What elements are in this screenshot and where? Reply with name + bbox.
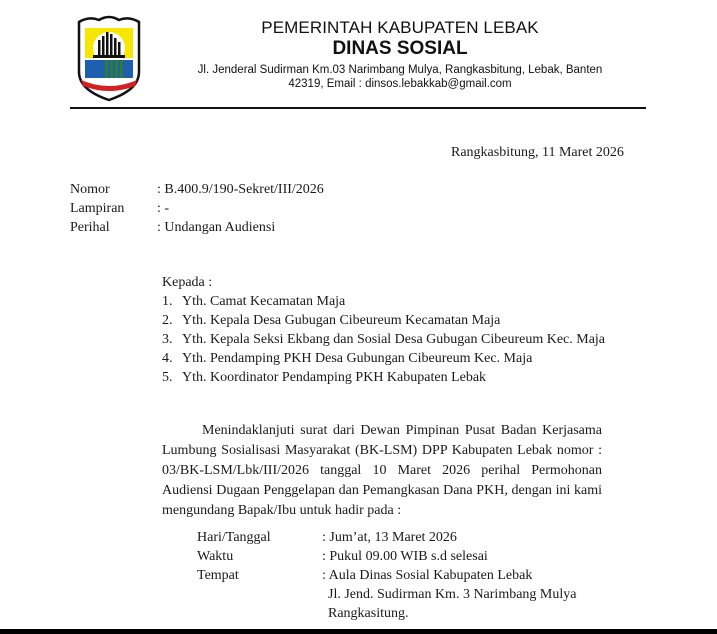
meta-row-perihal	[70, 218, 324, 237]
government-name: PEMERINTAH KABUPATEN LEBAK	[261, 18, 539, 37]
body-paragraph: Menindaklanjuti surat dari Dewan Pimpinan Pusat Badan Kerjasama Lumbung Sosialisasi Masyarakat (BK-LSM) DPP Kabupaten Lebak nomor : 03/BK-LSM/Lbk/III/2026 tanggal 10 Maret 2026 perihal Permohonan Audiensi Dugaan Penggelapan dan Pemangkasan Dana PKH, dengan ini kami mengundang Bapak/Ibu untuk hadir pada :	[162, 423, 602, 518]
item-number: 4.	[162, 351, 173, 366]
item-number: 5.	[162, 370, 173, 385]
list-item	[162, 311, 605, 330]
event-details	[197, 528, 576, 623]
item-text: Yth. Kepala Seksi Ekbang dan Sosial Desa Gubugan Cibeureum Kec. Maja	[182, 332, 606, 347]
detail-row-time	[197, 547, 576, 566]
detail-value: : Pukul 09.00 WIB s.d selesai	[322, 549, 488, 564]
lebak-regency-emblem-icon	[75, 14, 143, 102]
detail-label: Hari/Tanggal	[197, 530, 271, 545]
item-text: Yth. Koordinator Pendamping PKH Kabupaten Lebak	[182, 370, 487, 385]
item-number: 1.	[162, 294, 173, 309]
place-continuation	[197, 604, 576, 623]
meta-label: Nomor	[70, 182, 110, 197]
detail-label: Waktu	[197, 549, 234, 564]
letter-meta	[70, 180, 324, 237]
item-text: Yth. Kepala Desa Gubugan Cibeureum Kecamatan Maja	[182, 313, 501, 328]
list-item	[162, 292, 605, 311]
letterhead-divider	[70, 107, 646, 109]
item-text: Yth. Camat Kecamatan Maja	[182, 294, 346, 309]
bottom-edge-bar	[0, 629, 717, 634]
meta-label: Lampiran	[70, 201, 125, 216]
list-item	[162, 330, 605, 349]
meta-row-nomor	[70, 180, 324, 199]
meta-label: Perihal	[70, 220, 110, 235]
list-item	[162, 349, 605, 368]
meta-value: : Undangan Audiensi	[157, 220, 276, 235]
address-line-1: Jl. Jenderal Sudirman Km.03 Narimbang Mulya, Rangkasbitung, Lebak, Banten	[197, 64, 603, 76]
meta-value: : -	[157, 201, 170, 216]
detail-value: : Aula Dinas Sosial Kabupaten Lebak	[322, 568, 533, 583]
item-number: 3.	[162, 332, 173, 347]
place-line: Jl. Jend. Sudirman Km. 3 Narimbang Mulya	[328, 587, 577, 602]
detail-row-place	[197, 566, 576, 585]
meta-value: : B.400.9/190-Sekret/III/2026	[157, 182, 324, 197]
item-number: 2.	[162, 313, 173, 328]
place-continuation	[197, 585, 576, 604]
address-line-2: 42319, Email : dinsos.lebakkab@gmail.com	[288, 78, 512, 90]
detail-label: Tempat	[197, 568, 239, 583]
recipient-list	[162, 292, 605, 387]
place-line: Rangkasitung.	[328, 606, 409, 621]
item-text: Yth. Pendamping PKH Desa Gubungan Cibeureum Kec. Maja	[182, 351, 533, 366]
detail-row-date	[197, 528, 576, 547]
recipients-heading: Kepada :	[162, 275, 213, 290]
list-item	[162, 368, 605, 387]
recipients	[162, 273, 605, 387]
letterhead	[150, 18, 650, 91]
date-line: Rangkasbitung, 11 Maret 2026	[451, 145, 624, 160]
meta-row-lampiran	[70, 199, 324, 218]
detail-value: : Jum’at, 13 Maret 2026	[322, 530, 457, 545]
agency-name: DINAS SOSIAL	[332, 38, 468, 59]
lebak-emblem-logo	[75, 14, 143, 102]
